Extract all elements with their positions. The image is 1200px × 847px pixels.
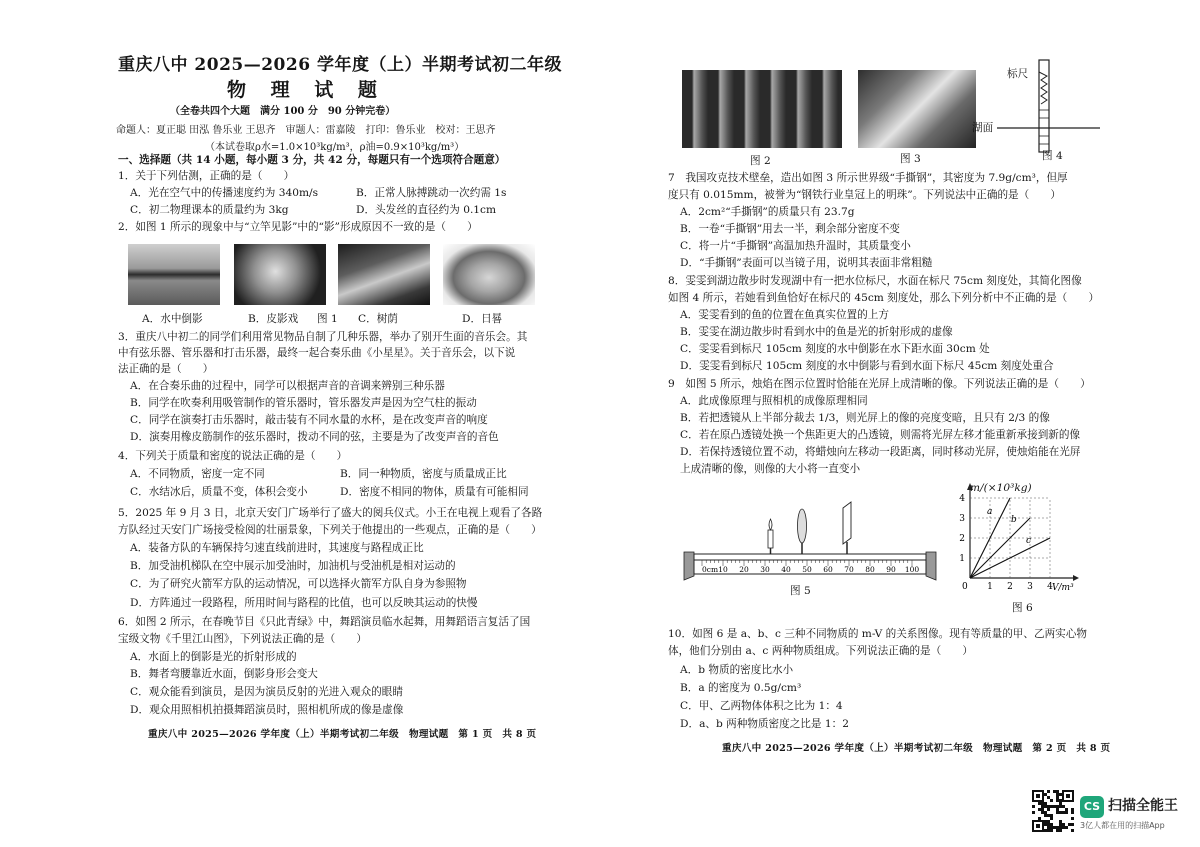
fig6-caption: 图 6 [1012, 602, 1033, 614]
fig6-series-label-b: b [1011, 515, 1017, 525]
fig3-photo-steel-foil [858, 70, 976, 148]
q1-option-b: B．正常人脉搏跳动一次约需 1s [356, 187, 507, 199]
exam-info: （全卷共四个大题 满分 100 分 90 分钟完卷） [170, 106, 396, 117]
q8-stem-line-1: 8．雯雯到湖边散步时发现湖中有一把水位标尺，水面在标尺 75cm 刻度处，其简化图像 [668, 275, 1082, 287]
q1-option-a: A．光在空气中的传播速度约为 340m/s [130, 187, 319, 199]
fig6-origin-label: 0 [962, 582, 968, 592]
q3-option-b: B．同学在吹奏利用吸管制作的管乐器时，管乐器发声是因为空气柱的振动 [130, 397, 477, 409]
exam-page-2 [600, 0, 1200, 847]
q6-option-d: D．观众用照相机拍摄舞蹈演员时，照相机所成的像是虚像 [130, 704, 404, 716]
q1-option-d: D．头发丝的直径约为 0.1cm [356, 204, 497, 216]
q5-stem-line-2: 方队经过天安门广场接受检阅的壮丽景象，下列关于他提出的一些观点，正确的是（ ） [118, 524, 542, 536]
fig1-photo-sundial [443, 244, 535, 305]
q8-option-c: C．雯雯看到标尺 105cm 刻度的水中倒影在水下距水面 30cm 处 [680, 343, 990, 355]
fig5-tick-label: 80 [865, 565, 875, 574]
exam-title: 重庆八中 2025—2026 学年度（上）半期考试初二年级 [118, 55, 562, 75]
fig5-tick-label: 20 [739, 565, 749, 574]
fig5-tick-label: 50 [802, 565, 812, 574]
fig4-ruler-label: 标尺 [1007, 68, 1029, 80]
q1-stem: 1．关于下列估测，正确的是（ ） [118, 170, 295, 182]
q2-stem: 2．如图 1 所示的现象中与“立竿见影”中的“影”形成原因不一致的是（ ） [118, 221, 478, 233]
fig6-y-tick-label: 4 [959, 494, 965, 504]
fig5-tick-label: 60 [823, 565, 833, 574]
fig6-y-axis-label: m/(×10³kg) [970, 482, 1032, 494]
q8-option-b: B．雯雯在湖边散步时看到水中的鱼是光的折射形成的虚像 [680, 326, 953, 338]
q5-stem-line-1: 5．2025 年 9 月 3 日，北京天安门广场举行了盛大的阅兵仪式。小王在电视上观看了各路 [118, 507, 543, 519]
q4-option-a: A．不同物质，密度一定不同 [130, 468, 265, 480]
fig5-tick-label: 0cm [702, 565, 719, 574]
fig6-series-label-c: c [1026, 536, 1032, 546]
q3-stem-line-1: 3．重庆八中初二的同学们利用常见物品自制了几种乐器，举办了别开生面的音乐会。其 [118, 331, 528, 343]
q10-option-b: B．a 的密度为 0.5g/cm³ [680, 682, 802, 694]
fig6-series-label-a: a [987, 507, 993, 517]
q10-option-a: A．b 物质的密度比水小 [680, 664, 794, 676]
section-1-heading: 一、选择题（共 14 小题，每小题 3 分，共 42 分，每题只有一个选项符合题意） [118, 154, 506, 166]
fig5-tick-label: 30 [760, 565, 770, 574]
fig1-photo-tree-shade [338, 244, 430, 305]
q7-stem-line-1: 7 我国攻克技术壁垒，造出如图 3 所示世界级“手撕钢”，其密度为 7.9g/cm³，但厚 [668, 172, 1068, 184]
watermark-tagline: 3亿人都在用的扫描App [1080, 821, 1165, 830]
q9-option-b: B．若把透镜从上半部分裁去 1/3，则光屏上的像的亮度变暗，且只有 2/3 的像 [680, 412, 1050, 424]
q5-option-d: D．方阵通过一段路程，所用时间与路程的比值，也可以反映其运动的快慢 [130, 597, 478, 609]
q3-option-d: D．演奏用橡皮筋制作的弦乐器时，拨动不同的弦，主要是为了改变声音的音色 [130, 431, 499, 443]
fig4-lake-label: 湖面 [972, 122, 994, 134]
fig6-y-tick-label: 2 [959, 534, 965, 544]
q3-option-a: A．在合奏乐曲的过程中，同学可以根据声音的音调来辨别三种乐器 [130, 380, 445, 392]
q9-option-d-line-1: D．若保持透镜位置不动，将蜡烛向左移动一段距离，同时移动光屏，使烛焰能在光屏 [680, 446, 1081, 458]
fig6-x-axis-label: V/m³ [1052, 583, 1074, 593]
fig5-candle [768, 519, 773, 554]
page-2-footer: 重庆八中 2025—2026 学年度（上）半期考试初二年级 物理试题 第 2 页 共 8 页 [722, 743, 1111, 754]
q4-stem: 4．下列关于质量和密度的说法正确的是（ ） [118, 450, 348, 462]
q10-stem-line-1: 10．如图 6 是 a、b、c 三种不同物质的 m-V 的关系图像。现有等质量的甲、乙两实心物 [668, 628, 1087, 640]
fig3-caption: 图 3 [900, 153, 921, 165]
fig2-photo-dancers [682, 70, 842, 148]
q3-stem-line-3: 法正确的是（ ） [118, 363, 214, 375]
q2-option-c: C．树荫 [358, 313, 398, 325]
q7-option-d: D．“手撕钢”表面可以当镜子用，说明其表面非常粗糙 [680, 257, 933, 269]
q7-option-c: C．将一片“手撕钢”高温加热升温时，其质量变小 [680, 240, 911, 252]
fig2-caption: 图 2 [750, 155, 771, 167]
fig6-x-tick-label: 4 [1047, 582, 1053, 592]
q6-stem-line-1: 6．如图 2 所示，在春晚节目《只此青绿》中，舞蹈演员临水起舞，用舞蹈语言复活了国 [118, 616, 531, 628]
q9-option-a: A．此成像原理与照相机的成像原理相同 [680, 395, 868, 407]
q3-stem-line-2: 中有弦乐器、管乐器和打击乐器，最终一起合奏乐曲《小星星》。关于音乐会，以下说 [118, 347, 516, 359]
q5-option-b: B．加受油机梯队在空中展示加受油时，加油机与受油机是相对运动的 [130, 560, 456, 572]
q9-stem: 9 如图 5 所示，烛焰在图示位置时恰能在光屏上成清晰的像。下列说法正确的是（ ） [668, 378, 1091, 390]
q6-option-c: C．观众能看到演员，是因为演员反射的光进入观众的眼睛 [130, 686, 403, 698]
q10-stem-line-2: 体，他们分别由 a、c 两种物质组成。下列说法正确的是（ ） [668, 645, 974, 657]
q7-option-b: B．一卷“手撕钢”用去一半，剩余部分密度不变 [680, 223, 900, 235]
q5-option-a: A．装备方队的车辆保持匀速直线前进时，其速度与路程成正比 [130, 542, 424, 554]
fig5-caption: 图 5 [790, 585, 811, 597]
fig5-screen [843, 502, 851, 554]
fig1-caption: 图 1 [317, 313, 338, 325]
fig6-x-tick-label: 3 [1027, 582, 1033, 592]
fig4-caption: 图 4 [1042, 150, 1063, 162]
watermark-logo-text: CS [1083, 800, 1101, 813]
q8-option-d: D．雯雯看到标尺 105cm 刻度的水中倒影与看到水面下标尺 45cm 刻度处重合 [680, 360, 1054, 372]
q1-option-c: C．初二物理课本的质量约为 3kg [130, 204, 289, 216]
q4-option-d: D．密度不相同的物体，质量有可能相同 [340, 486, 529, 498]
fig5-tick-label: 10 [718, 565, 728, 574]
q8-stem-line-2: 如图 4 所示，若她看到鱼恰好在标尺的 45cm 刻度处，那么下列分析中不正确的是（ ） [668, 292, 1100, 304]
q8-option-a: A．雯雯看到的鱼的位置在鱼真实位置的上方 [680, 309, 889, 321]
exam-staff: 命题人：夏正聪 田泓 鲁乐业 王思齐 审题人：雷嘉陵 打印：鲁乐业 校对：王思齐 [116, 125, 496, 136]
fig6-x-tick-label: 1 [987, 582, 993, 592]
q4-option-c: C．水结冰后，质量不变，体积会变小 [130, 486, 308, 498]
q9-option-c: C．若在原凸透镜处换一个焦距更大的凸透镜，则需将光屏左移才能重新承接到新的像 [680, 429, 1081, 441]
q2-option-d: D．日晷 [462, 313, 503, 325]
exam-constants: （本试卷取ρ水=1.0×10³kg/m³，ρ油=0.9×10³kg/m³） [205, 142, 465, 153]
q6-stem-line-2: 宝级文物《千里江山图》，下列说法正确的是（ ） [118, 633, 367, 645]
watermark-app-name: 扫描全能王 [1108, 798, 1178, 814]
fig5-tick-label: 40 [781, 565, 791, 574]
fig6-y-tick-label: 3 [959, 514, 965, 524]
exam-subtitle: 物 理 试 题 [227, 79, 386, 101]
fig5-tick-label: 100 [904, 565, 920, 574]
fig5-lens [798, 509, 807, 554]
q3-option-c: C．同学在演奏打击乐器时，敲击装有不同水量的水杯，是在改变声音的响度 [130, 414, 488, 426]
fig6-mv-graph [948, 478, 1080, 596]
fig5-tick-label: 90 [886, 565, 896, 574]
fig6-series-line-b [970, 518, 1030, 578]
fig5-optical-bench [680, 500, 940, 585]
watermark-logo [1080, 796, 1104, 818]
q10-option-d: D．a、b 两种物质密度之比是 1：2 [680, 718, 849, 730]
q7-option-a: A．2cm²“手撕钢”的质量只有 23.7g [680, 206, 855, 218]
page-1-footer: 重庆八中 2025—2026 学年度（上）半期考试初二年级 物理试题 第 1 页 共 8 页 [148, 729, 537, 740]
q4-option-b: B．同一种物质，密度与质量成正比 [340, 468, 507, 480]
fig6-x-tick-label: 2 [1007, 582, 1013, 592]
q7-stem-line-2: 度只有 0.015mm，被誉为“钢铁行业皇冠上的明珠”。下列说法中正确的是（ ） [668, 189, 1062, 201]
q2-option-b: B．皮影戏 [248, 313, 299, 325]
fig1-photo-reflection [128, 244, 220, 305]
q6-option-a: A．水面上的倒影是光的折射形成的 [130, 651, 297, 663]
fig1-photo-shadow-play [234, 244, 326, 305]
fig6-y-tick-label: 1 [959, 554, 965, 564]
q9-option-d-line-2: 上成清晰的像，则像的大小将一直变小 [680, 463, 861, 475]
watermark-qr-code [1032, 790, 1074, 832]
q5-option-c: C．为了研究火箭军方队的运动情况，可以选择火箭军方队自身为参照物 [130, 578, 467, 590]
q2-option-a: A．水中倒影 [142, 313, 203, 325]
q10-option-c: C．甲、乙两物体体积之比为 1：4 [680, 700, 843, 712]
q6-option-b: B．舞者弯腰靠近水面，倒影身形会变大 [130, 668, 318, 680]
fig5-tick-label: 70 [844, 565, 854, 574]
